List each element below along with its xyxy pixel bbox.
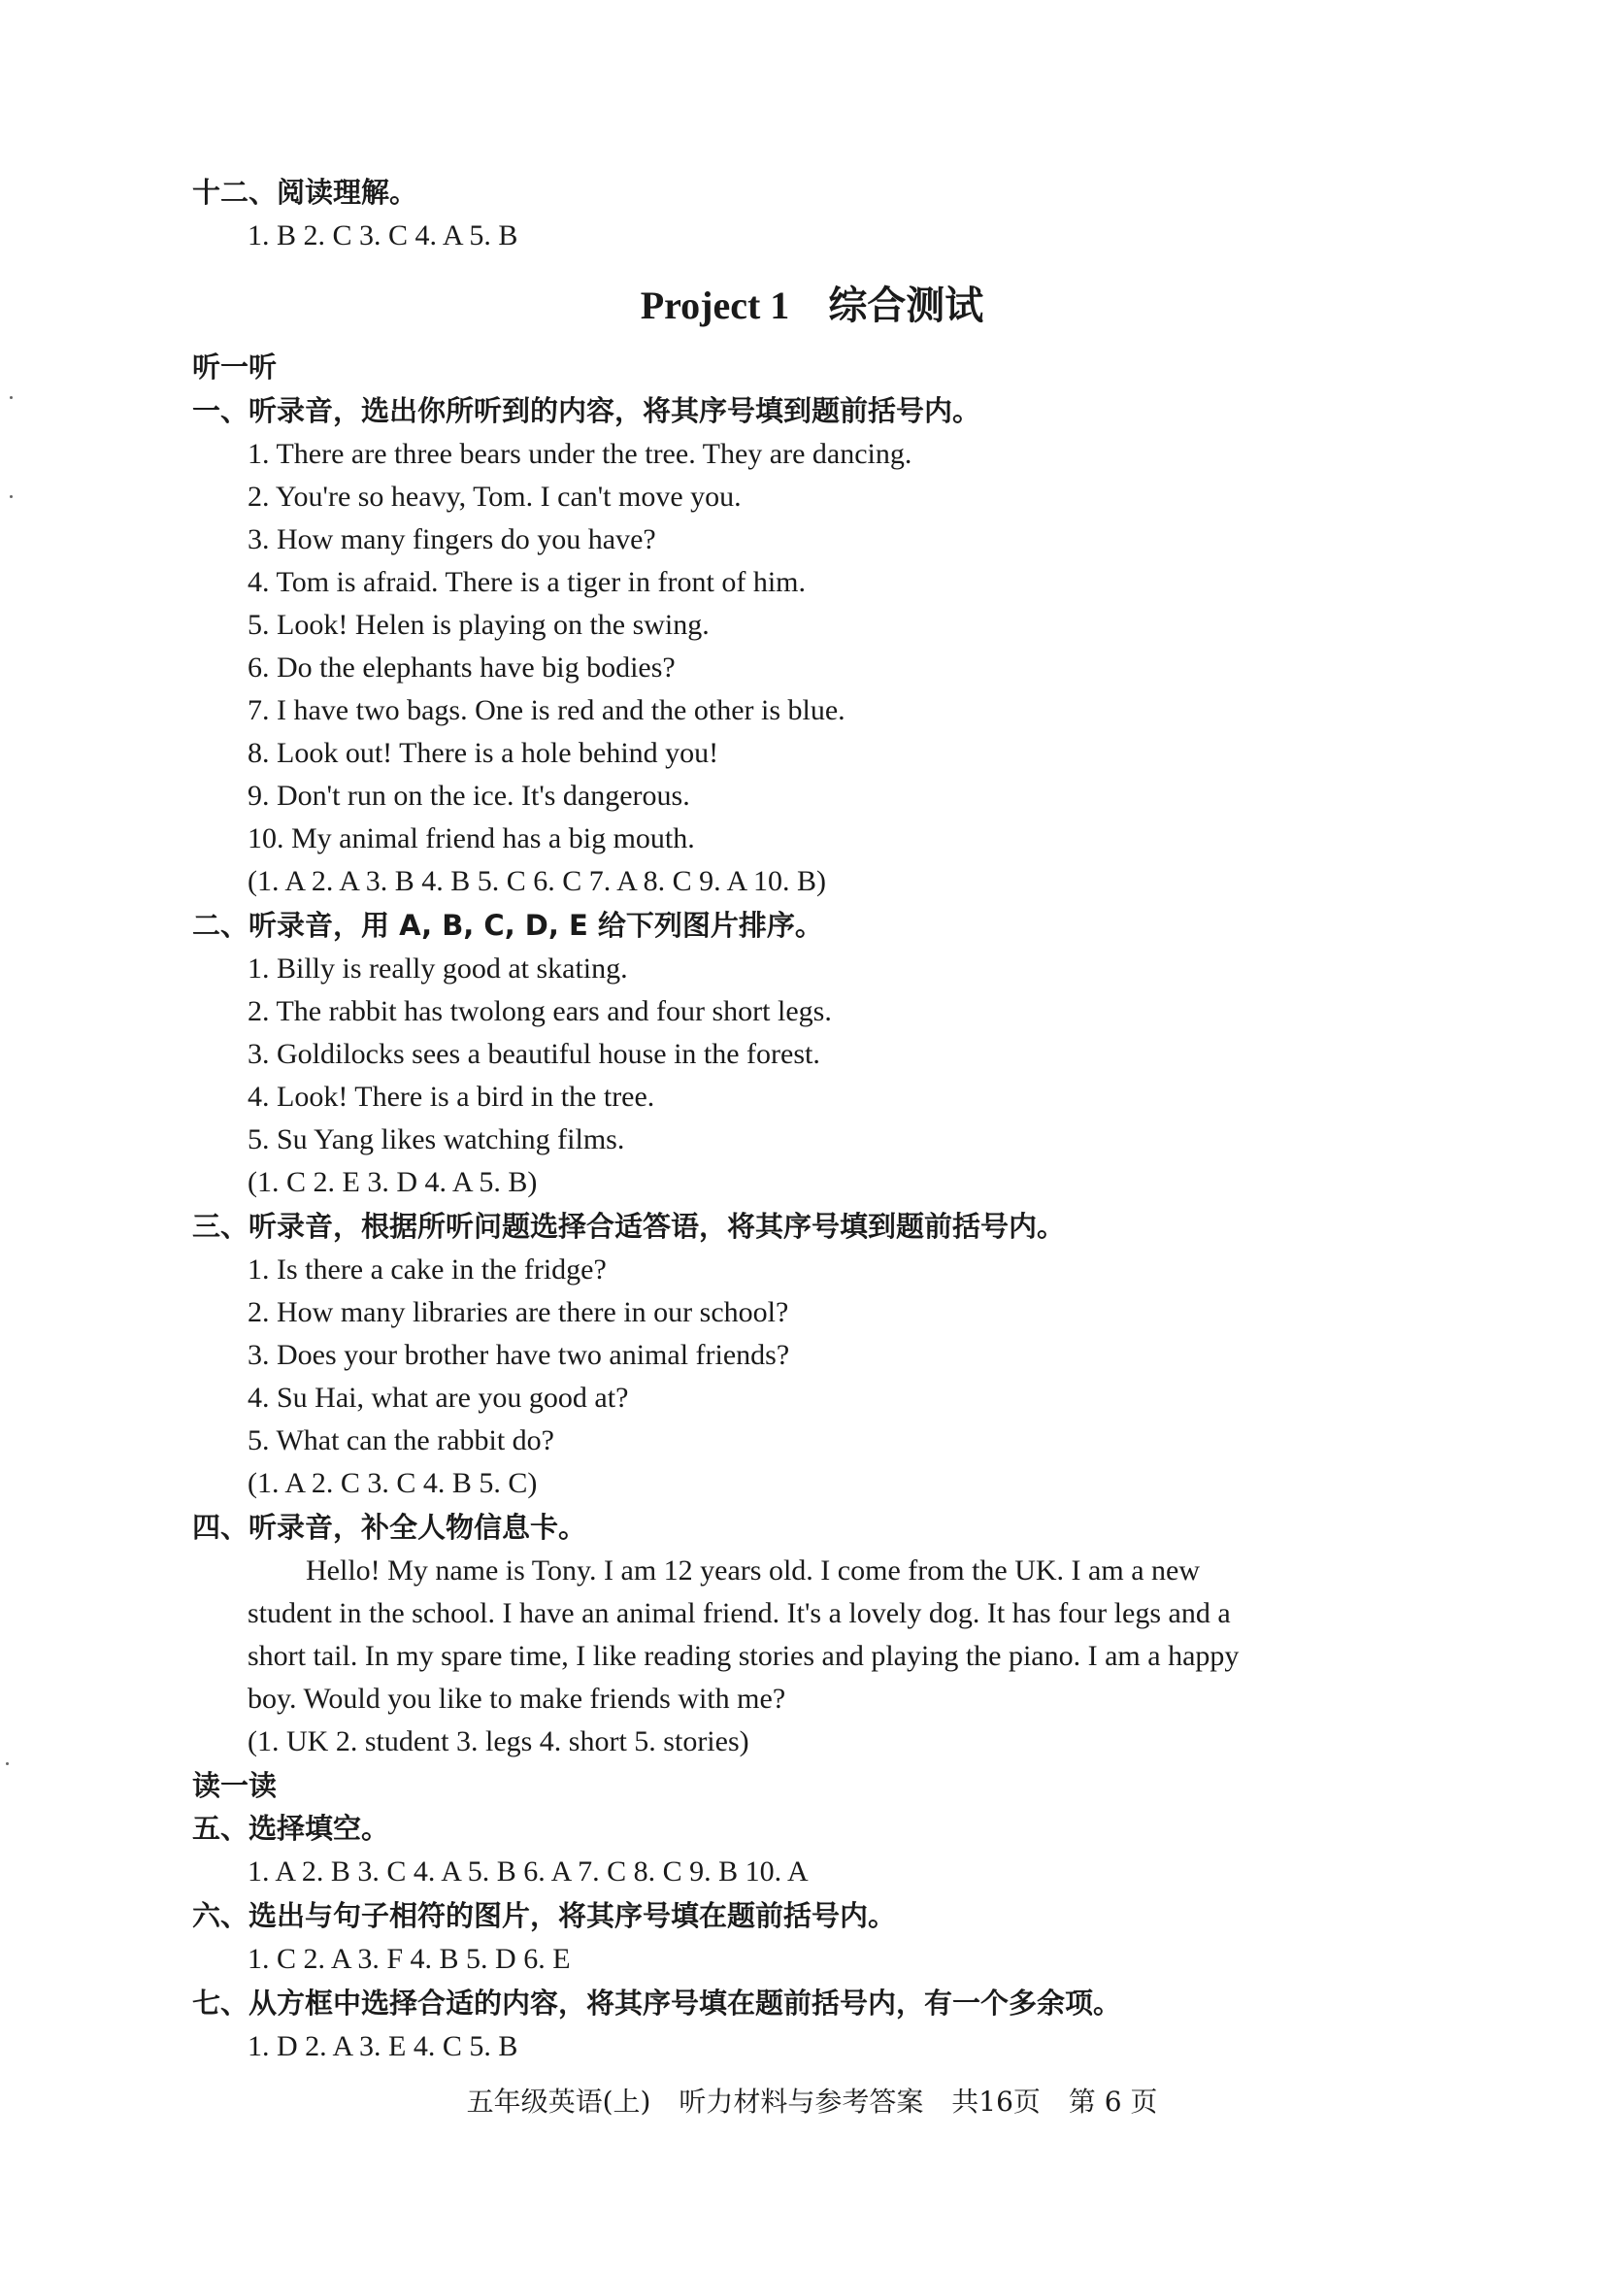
page-title (0, 275, 1624, 330)
section-6-answers: 1. C 2. A 3. F 4. B 5. D 6. E (248, 1943, 571, 1975)
list-item: 2. The rabbit has twolong ears and four short legs. (248, 995, 832, 1027)
list-item: 2. How many libraries are there in our school? (248, 1296, 789, 1328)
footer-total-pages: 共16页 (951, 2086, 1041, 2118)
footer-book: 五年级英语(上) (466, 2086, 651, 2118)
listen-heading: 听一听 (192, 351, 278, 384)
list-item: 8. Look out! There is a hole behind you! (248, 737, 719, 769)
scan-speck (6, 1762, 9, 1765)
list-item: 1. There are three bears under the tree. They are dancing. (248, 438, 912, 470)
section-6-heading: 六、选出与句子相符的图片，将其序号填在题前括号内。 (192, 1899, 897, 1932)
passage-line: short tail. In my spare time, I like reading stories and playing the piano. I am a happy (248, 1640, 1240, 1672)
scan-speck (10, 396, 13, 399)
list-item: 10. My animal friend has a big mouth. (248, 822, 695, 854)
section-7-answers: 1. D 2. A 3. E 4. C 5. B (248, 2030, 518, 2062)
list-item: 1. Billy is really good at skating. (248, 952, 628, 985)
section-4-heading: 四、听录音，补全人物信息卡。 (192, 1511, 587, 1544)
list-item: 3. How many fingers do you have? (248, 523, 656, 555)
footer-page-number: 第 6 页 (1068, 2086, 1158, 2118)
list-item: 9. Don't run on the ice. It's dangerous. (248, 780, 690, 812)
section-12-answers: 1. B 2. C 3. C 4. A 5. B (248, 219, 518, 251)
read-heading: 读一读 (192, 1769, 278, 1802)
passage-line: student in the school. I have an animal friend. It's a lovely dog. It has four legs and a (248, 1597, 1231, 1629)
list-item: 2. You're so heavy, Tom. I can't move you. (248, 481, 742, 513)
footer-material: 听力材料与参考答案 (679, 2086, 924, 2118)
scan-speck (10, 495, 13, 498)
list-item: 7. I have two bags. One is red and the other is blue. (248, 694, 845, 726)
list-item: 4. Su Hai, what are you good at? (248, 1382, 629, 1414)
title-cn: 综合测试 (828, 284, 984, 328)
passage-line: boy. Would you like to make friends with me? (248, 1683, 786, 1715)
section-3-answers: (1. A 2. C 3. C 4. B 5. C) (248, 1467, 538, 1499)
list-item: 5. What can the rabbit do? (248, 1424, 554, 1456)
list-item: 4. Tom is afraid. There is a tiger in front of him. (248, 566, 806, 598)
section-5-answers: 1. A 2. B 3. C 4. A 5. B 6. A 7. C 8. C 9. B 10. A (248, 1855, 809, 1888)
list-item: 3. Does your brother have two animal friends? (248, 1339, 790, 1371)
section-5-heading: 五、选择填空。 (192, 1812, 390, 1845)
section-1-answers: (1. A 2. A 3. B 4. B 5. C 6. C 7. A 8. C 9. A 10. B) (248, 865, 826, 897)
list-item: 3. Goldilocks sees a beautiful house in the forest. (248, 1038, 820, 1070)
section-2-answers: (1. C 2. E 3. D 4. A 5. B) (248, 1166, 538, 1198)
list-item: 5. Look! Helen is playing on the swing. (248, 609, 710, 641)
list-item: 4. Look! There is a bird in the tree. (248, 1081, 655, 1113)
title-en: Project 1 (640, 284, 790, 327)
section-4-answers: (1. UK 2. student 3. legs 4. short 5. stories) (248, 1725, 749, 1757)
list-item: 6. Do the elephants have big bodies? (248, 652, 676, 684)
section-7-heading: 七、从方框中选择合适的内容，将其序号填在题前括号内，有一个多余项。 (192, 1987, 1122, 2020)
list-item: 1. Is there a cake in the fridge? (248, 1253, 607, 1286)
section-2-heading: 二、听录音，用 A, B, C, D, E 给下列图片排序。 (192, 909, 823, 942)
section-1-heading: 一、听录音，选出你所听到的内容，将其序号填到题前括号内。 (192, 394, 981, 427)
section-3-heading: 三、听录音，根据所听问题选择合适答语，将其序号填到题前括号内。 (192, 1210, 1066, 1243)
section-12-heading: 十二、阅读理解。 (192, 176, 418, 209)
page-footer (0, 2081, 1624, 2120)
list-item: 5. Su Yang likes watching films. (248, 1123, 625, 1155)
passage-line: Hello! My name is Tony. I am 12 years old. I come from the UK. I am a new (306, 1554, 1200, 1587)
